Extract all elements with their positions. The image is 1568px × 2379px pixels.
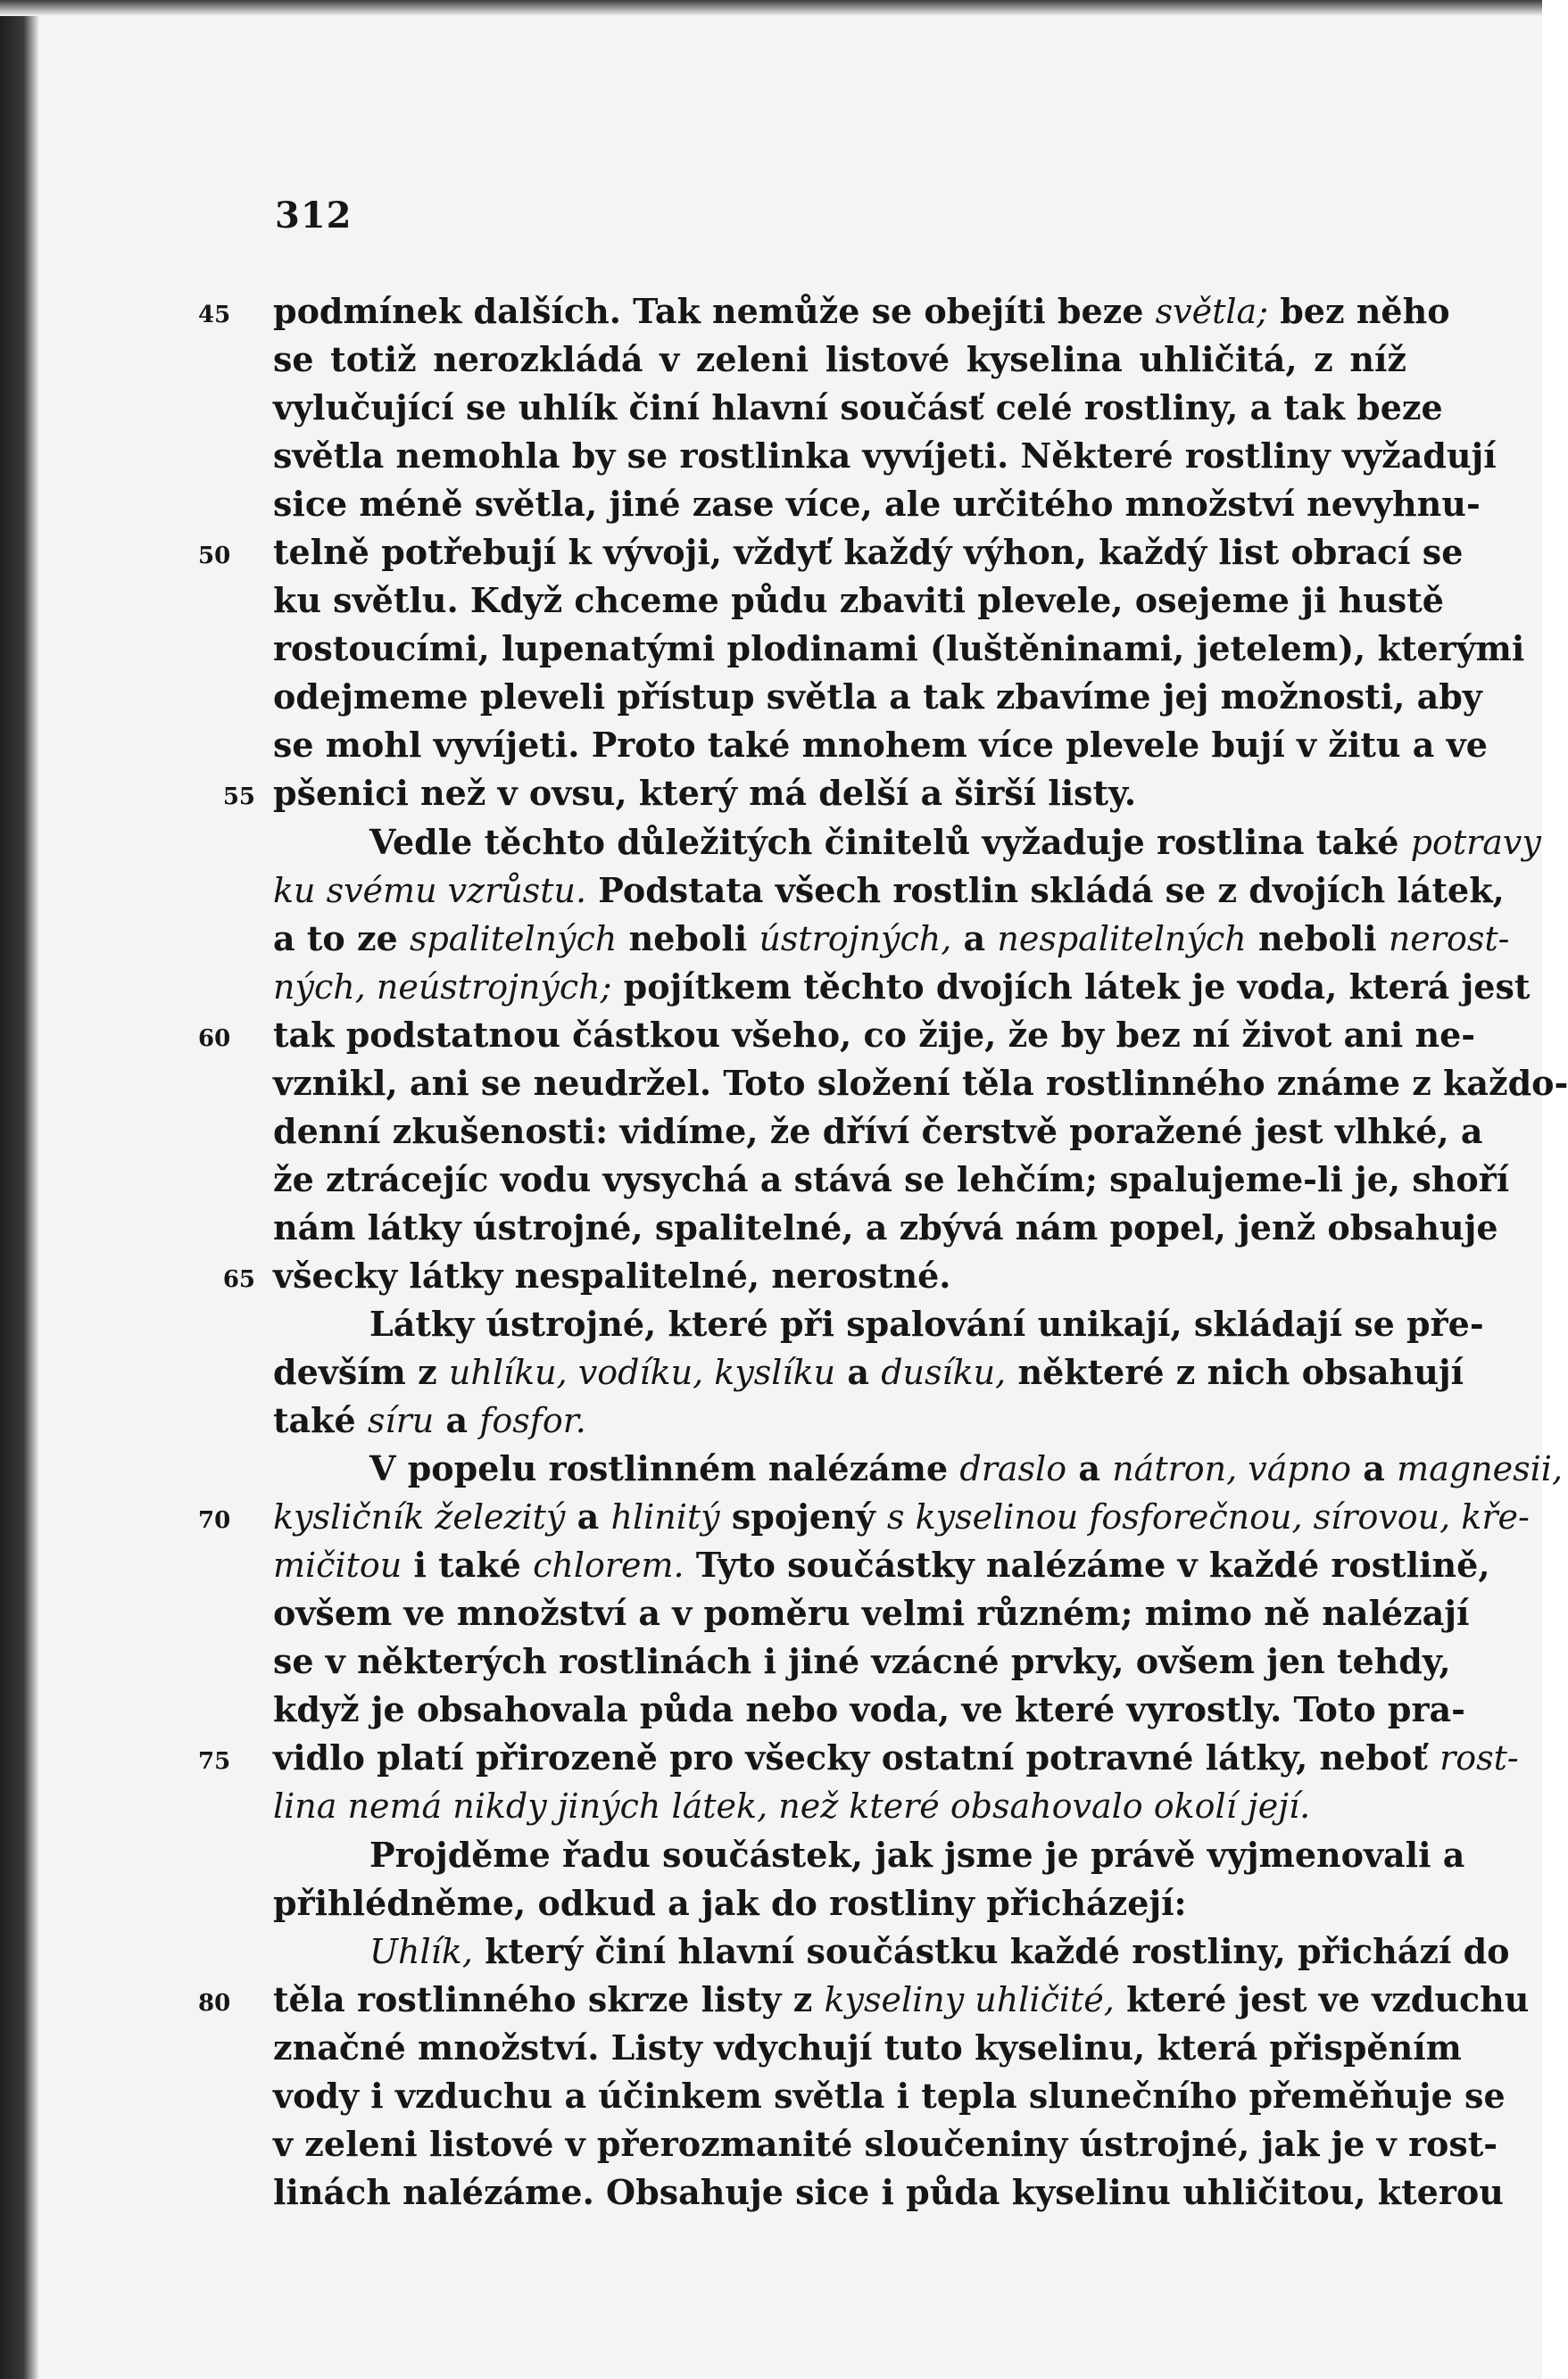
text-line [273, 1348, 1464, 1397]
text-line [273, 1831, 1465, 1879]
text-line [273, 1300, 1484, 1348]
text-line [198, 1011, 1476, 1059]
italic-emphasis: nerost- [1388, 918, 1510, 958]
text-run: linách nalézáme. Obsahuje sice i půda kyselinu uhličitou, kterou [273, 2171, 1504, 2212]
text-line [198, 1976, 1530, 2024]
text-run: podmínek dalších. Tak nemůže se obejíti beze [273, 291, 1156, 331]
text-run: těla rostlinného skrze listy z [273, 1978, 825, 2019]
line-number: 60 [198, 1024, 231, 1052]
text-run: všecky látky nespalitelné, nerostné. [273, 1255, 951, 1296]
text-run: neboli [617, 917, 759, 958]
text-run: V popelu rostlinném nalézáme [369, 1448, 960, 1489]
text-run: bez něho [1268, 291, 1450, 331]
text-line [273, 576, 1444, 625]
page-number: 312 [275, 195, 353, 236]
text-line [273, 721, 1488, 769]
italic-emphasis: světla; [1155, 292, 1268, 331]
line-number: 45 [198, 302, 231, 328]
italic-emphasis: kyseliny uhličité, [824, 1979, 1115, 2019]
text-line [273, 1541, 1490, 1589]
text-run: devším z [273, 1352, 449, 1393]
text-run: spojený [719, 1496, 888, 1538]
text-run: rostoucími, lupenatými plodinami (luštěninami, jetelem), kterými [273, 628, 1525, 669]
italic-emphasis: ku svému vzrůstu. [273, 870, 587, 910]
text-line [273, 1397, 1406, 1445]
text-line [273, 384, 1443, 432]
text-run: telně potřebují k vývoji, vždyť každý výhon, každý list obrací se [273, 532, 1464, 573]
line-number: 55 [222, 783, 255, 811]
italic-emphasis: hlinitý [610, 1497, 720, 1538]
page-binding-edge [0, 0, 39, 2379]
text-run: který činí hlavní součástku každé rostliny, přichází do [472, 1930, 1510, 1971]
text-run: vznikl, ani se neudržel. Toto složení těla rostlinného známe z každo- [273, 1062, 1568, 1103]
italic-emphasis: potravy [1410, 822, 1541, 862]
text-run: Vedle těchto důležitých činitelů vyžaduje rostlina také [369, 821, 1411, 862]
text-run: ovšem ve množství a v poměru velmi různém; mimo ně nalézají [273, 1593, 1470, 1634]
text-line [273, 818, 1541, 866]
text-run: světla nemohla by se rostlinka vyvíjeti. Některé rostliny vyžadují [273, 435, 1497, 477]
text-line [198, 287, 1450, 336]
text-run: vody i vzduchu a účinkem světla i tepla slunečního přeměňuje se [273, 2075, 1506, 2116]
text-line [273, 1927, 1510, 1976]
text-line [273, 1782, 1406, 1830]
line-number: 80 [198, 1989, 231, 2017]
italic-emphasis: dusíku, [881, 1353, 1007, 1393]
text-run: také [273, 1400, 368, 1441]
text-run: a [835, 1352, 882, 1393]
text-run: a [951, 917, 998, 958]
text-line [273, 336, 1406, 384]
text-run: neboli [1246, 917, 1389, 958]
text-run: se v některých rostlinách i jiné vzácné prvky, ovšem jen tehdy, [273, 1641, 1451, 1682]
text-line [222, 1252, 1406, 1300]
text-run: pojítkem těchto dvojích látek je voda, která jest [611, 966, 1531, 1007]
text-line [198, 1493, 1530, 1541]
italic-emphasis: nespalitelných [997, 918, 1247, 958]
text-run: některé z nich obsahují [1006, 1352, 1464, 1393]
text-line [273, 673, 1482, 721]
italic-emphasis: ústrojných, [759, 918, 952, 958]
text-line [273, 1107, 1483, 1156]
text-run: nám látky ústrojné, spalitelné, a zbývá nám popel, jenž obsahuje [273, 1206, 1498, 1248]
text-run: když je obsahovala půda nebo voda, ve které vyrostly. Toto pra- [273, 1689, 1465, 1730]
text-run: vidlo platí přirozeně pro všecky ostatní potravné látky, neboť [273, 1737, 1440, 1778]
page-top-edge [0, 0, 1542, 16]
italic-emphasis: s kyselinou fosforečnou, sírovou, kře- [887, 1497, 1530, 1538]
italic-emphasis: Uhlík, [369, 1931, 473, 1971]
text-run: a [1351, 1448, 1398, 1489]
text-line [273, 480, 1481, 528]
text-line [273, 1059, 1568, 1107]
text-run: odejmeme pleveli přístup světla a tak zbavíme jej možnosti, aby [273, 676, 1482, 717]
text-line [198, 528, 1464, 576]
text-run: tak podstatnou částkou všeho, co žije, že by bez ní život ani ne- [273, 1014, 1476, 1055]
text-line [273, 866, 1505, 915]
italic-emphasis: mičitou [273, 1546, 402, 1586]
line-number: 70 [198, 1507, 231, 1535]
text-line [273, 625, 1525, 673]
italic-emphasis: uhlíku, vodíku, kyslíku [448, 1353, 836, 1393]
text-line [198, 1734, 1519, 1782]
text-line [273, 1637, 1451, 1686]
italic-emphasis: rost- [1439, 1738, 1519, 1778]
text-run: se totiž nerozkládá v zeleni listové kyselina uhličitá, z níž [273, 339, 1406, 380]
text-line [273, 2072, 1506, 2120]
italic-emphasis: nátron, vápno [1112, 1449, 1352, 1489]
text-line [273, 2024, 1462, 2072]
body-text [198, 287, 1568, 2217]
text-run: Projděme řadu součástek, jak jsme je právě vyjmenovali a [369, 1834, 1465, 1875]
text-line [222, 769, 1406, 817]
italic-emphasis: ných, neústrojných; [273, 966, 612, 1007]
text-run: Látky ústrojné, které při spalování unikají, skládají se pře- [369, 1303, 1484, 1344]
text-line [273, 915, 1510, 963]
italic-emphasis: spalitelných [409, 918, 618, 958]
line-number: 75 [198, 1748, 231, 1776]
text-line [273, 1686, 1465, 1734]
text-line [273, 1445, 1564, 1493]
line-number: 50 [198, 543, 231, 570]
italic-emphasis: síru [367, 1401, 435, 1441]
text-line [273, 1879, 1406, 1927]
text-run: sice méně světla, jiné zase více, ale určitého množství nevyhnu- [273, 484, 1481, 525]
text-run: a to ze [273, 917, 410, 958]
text-run: se mohl vyvíjeti. Proto také mnohem více plevele bují v žitu a ve [273, 725, 1488, 766]
text-run: ku světlu. Když chceme půdu zbaviti plevele, osejeme ji hustě [273, 580, 1444, 621]
italic-emphasis: magnesii, [1397, 1449, 1564, 1489]
text-run: že ztrácejíc vodu vysychá a stává se lehčím; spalujeme-li je, shoří [273, 1158, 1510, 1199]
text-line [273, 432, 1497, 480]
italic-emphasis: draslo [959, 1449, 1067, 1489]
text-run: Tyto součástky nalézáme v každé rostlině, [684, 1545, 1490, 1586]
text-run: značné množství. Listy vdychují tuto kyselinu, která přispěním [273, 2027, 1462, 2068]
italic-emphasis: kysličník železitý [273, 1497, 566, 1538]
italic-emphasis: chlorem. [533, 1546, 684, 1586]
text-run: pšenici než v ovsu, který má delší a širší listy. [273, 773, 1137, 814]
italic-emphasis: lina nemá nikdy jiných látek, než které obsahovalo okolí její. [273, 1786, 1311, 1827]
text-run: a [1066, 1448, 1113, 1489]
text-line [273, 1204, 1498, 1252]
text-run: které jest ve vzduchu [1114, 1978, 1530, 2019]
text-line [273, 2168, 1504, 2217]
text-run: vylučující se uhlík činí hlavní součásť celé rostliny, a tak beze [273, 387, 1443, 428]
text-line [273, 963, 1531, 1011]
line-number: 65 [222, 1265, 255, 1293]
text-run: v zeleni listové v přerozmanité sloučeniny ústrojné, jak je v rost- [273, 2123, 1498, 2164]
text-run: a [434, 1400, 480, 1441]
italic-emphasis: fosfor. [479, 1401, 586, 1441]
text-line [273, 1589, 1470, 1637]
text-run: i také [402, 1545, 534, 1586]
text-run: a [565, 1496, 611, 1538]
text-run: přihlédněme, odkud a jak do rostliny přicházejí: [273, 1882, 1187, 1923]
text-run: Podstata všech rostlin skládá se z dvojích látek, [586, 869, 1505, 910]
text-line [273, 1156, 1510, 1204]
text-run: denní zkušenosti: vidíme, že dříví čerstvě poražené jest vlhké, a [273, 1110, 1483, 1151]
text-line [273, 2120, 1498, 2168]
